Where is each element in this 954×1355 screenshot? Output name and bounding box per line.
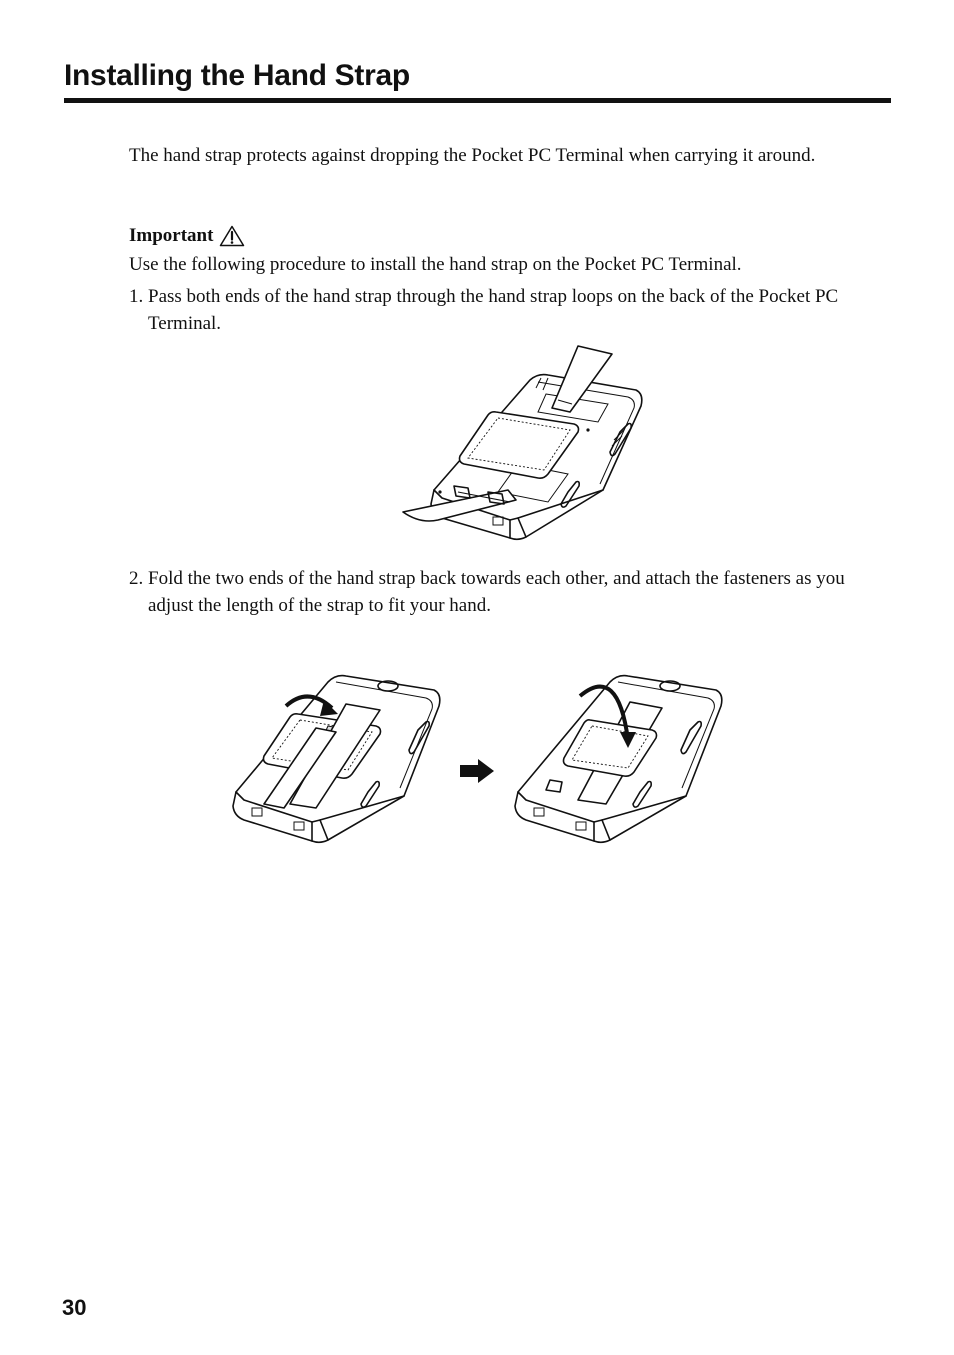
step-text: Fold the two ends of the hand strap back towards each other, and attach the fasteners as you adjust the length of the strap to fit your hand. bbox=[148, 568, 845, 616]
warning-triangle-icon bbox=[219, 225, 245, 247]
important-label: Important bbox=[129, 225, 214, 246]
step-1 bbox=[129, 283, 889, 337]
arrow-right-icon bbox=[458, 758, 496, 784]
strap-fastened-illustration bbox=[510, 668, 730, 848]
step-2 bbox=[129, 565, 891, 619]
page-number: 30 bbox=[62, 1295, 87, 1320]
step-number: 1. bbox=[129, 286, 144, 307]
strap-folding-illustration bbox=[228, 668, 448, 848]
important-text: Use the following procedure to install the hand strap on the Pocket PC Terminal. bbox=[129, 254, 742, 275]
important-heading bbox=[129, 222, 245, 249]
strap-threading-illustration bbox=[398, 342, 648, 542]
title-rule bbox=[64, 98, 891, 103]
intro-paragraph: The hand strap protects against dropping the Pocket PC Terminal when carrying it around. bbox=[129, 145, 816, 166]
page-title: Installing the Hand Strap bbox=[64, 59, 410, 92]
step-number: 2. bbox=[129, 568, 144, 589]
step-text: Pass both ends of the hand strap through the hand strap loops on the back of the Pocket PC Terminal. bbox=[148, 286, 839, 334]
